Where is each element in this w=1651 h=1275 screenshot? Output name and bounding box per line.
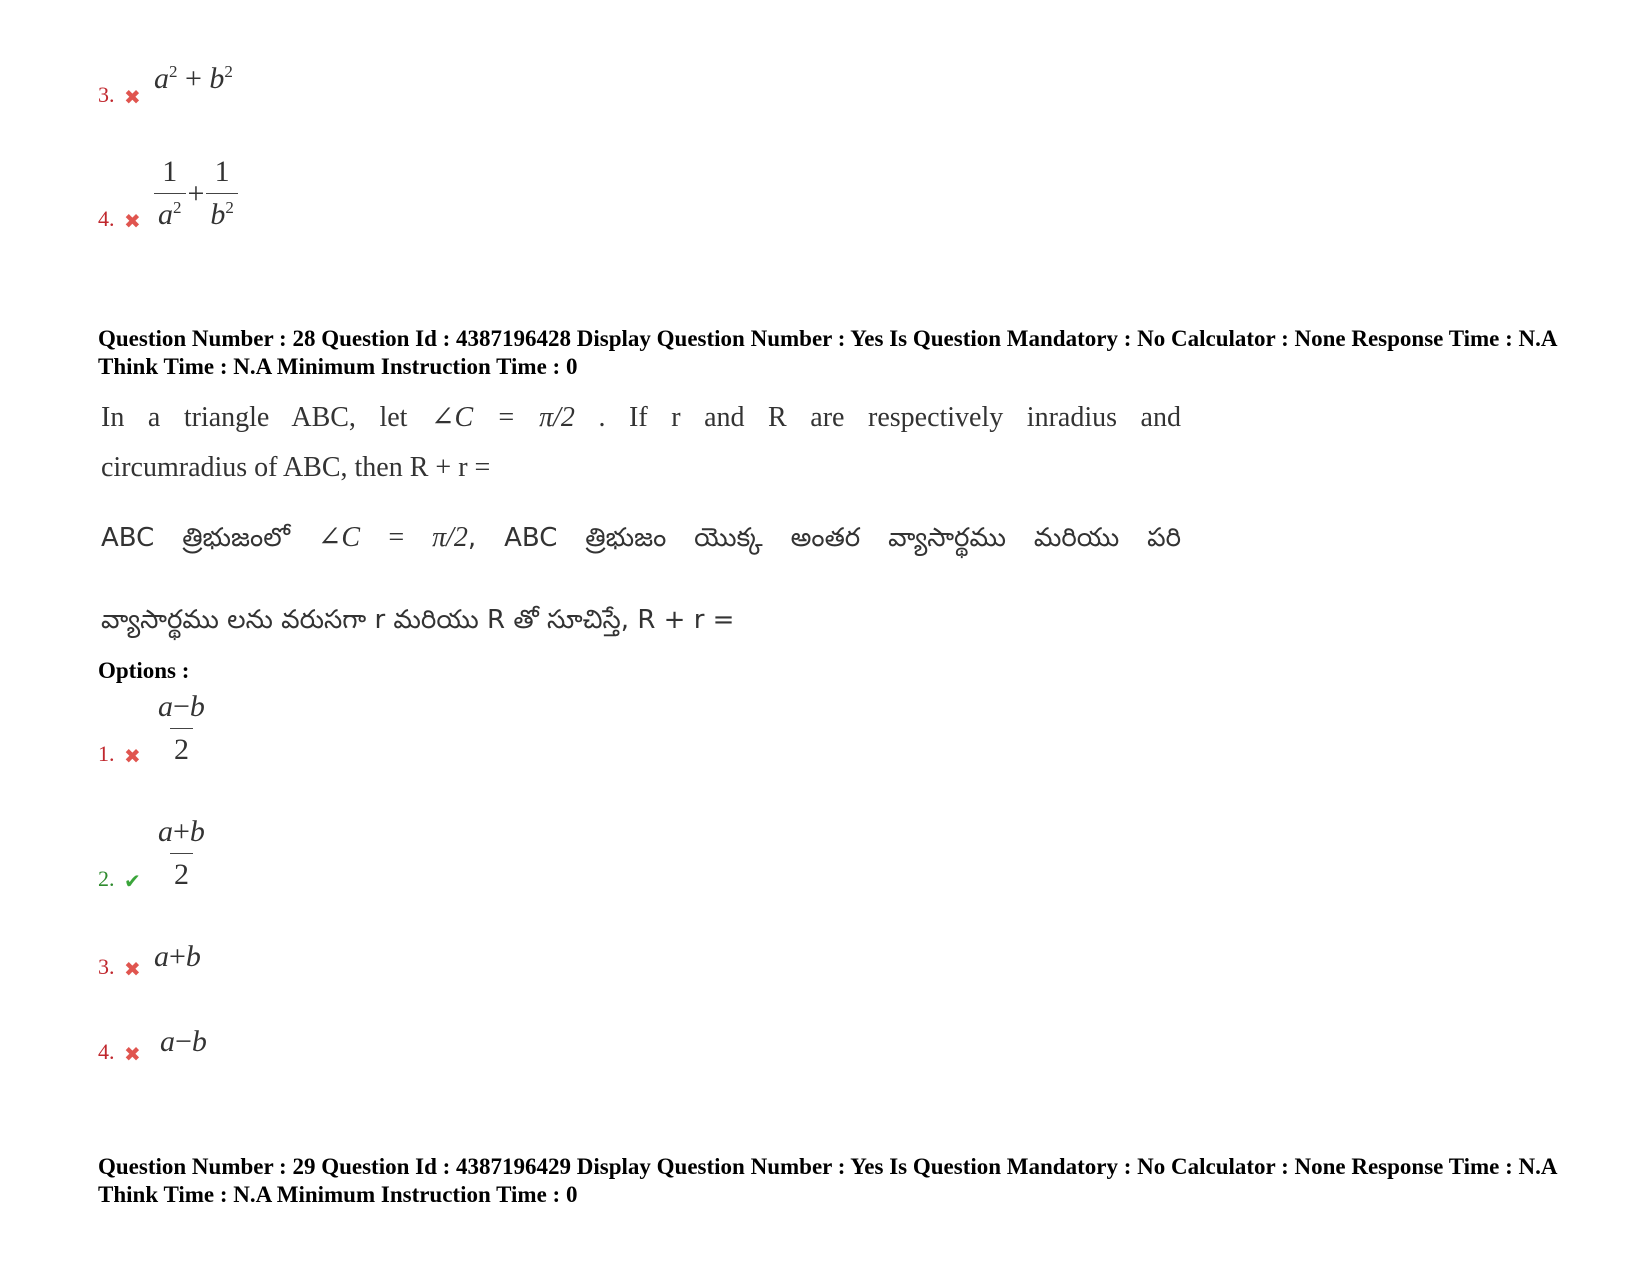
option-formula: a−b — [160, 1025, 207, 1058]
option-number: 3. — [98, 954, 115, 979]
question-28-text-en-line2: circumradius of ABC, then R + r = — [101, 452, 491, 483]
option-number: 3. — [98, 82, 115, 107]
option-number: 2. — [98, 866, 115, 891]
cross-icon: ✖ — [124, 1044, 141, 1066]
option-number: 1. — [98, 741, 115, 766]
option-formula: a+b — [154, 940, 201, 973]
option-number: 4. — [98, 206, 115, 231]
option-formula: $\frac{1}{a^2}$ + $\frac{1}{b^2}$ — [154, 155, 238, 232]
question-28-meta: Question Number : 28 Question Id : 4387196428 Display Question Number : Yes Is Question Mandatory : No Calculator : None Response Time : N.A Think Time : N.A Minimum Instruction Time : 0 — [98, 326, 1557, 379]
cross-icon: ✖ — [124, 87, 141, 109]
option-formula: $\frac{a+b}{2}$ — [158, 815, 205, 891]
option-1 — [98, 690, 209, 767]
question-28-text-te-line1: ABC త్రిభుజంలో ∠C = π/2, ABC త్రిభుజం యొక్క అంతర వ్యాసార్థము మరియు పరి — [101, 522, 1181, 553]
angle-expression: ∠C = π/2 — [317, 522, 468, 553]
question-28-text-te-line2: వ్యాసార్థము లను వరుసగా r మరియు R తో సూచిస్తే, R + r = — [101, 605, 735, 635]
cross-icon: ✖ — [124, 959, 141, 981]
angle-expression: ∠C = π/2 — [431, 402, 575, 433]
option-formula: $\frac{a-b}{2}$ — [158, 690, 205, 766]
option-2 — [98, 815, 209, 892]
prev-option-3 — [98, 62, 233, 108]
prev-option-4 — [98, 155, 238, 232]
check-icon: ✔ — [124, 871, 141, 893]
question-29-meta: Question Number : 29 Question Id : 4387196429 Display Question Number : Yes Is Question Mandatory : No Calculator : None Response Time : N.A Think Time : N.A Minimum Instruction Time : 0 — [98, 1154, 1557, 1207]
option-number: 4. — [98, 1039, 115, 1064]
cross-icon: ✖ — [124, 211, 141, 233]
option-4 — [98, 1025, 207, 1065]
option-formula: $a^2 + b^2$ — [154, 62, 233, 95]
option-3 — [98, 940, 201, 980]
cross-icon: ✖ — [124, 746, 141, 768]
options-label: Options : — [98, 658, 190, 683]
question-28-text-en-line1: In a triangle ABC, let ∠C = π/2 . If r and R are respectively inradius and — [101, 402, 1181, 433]
